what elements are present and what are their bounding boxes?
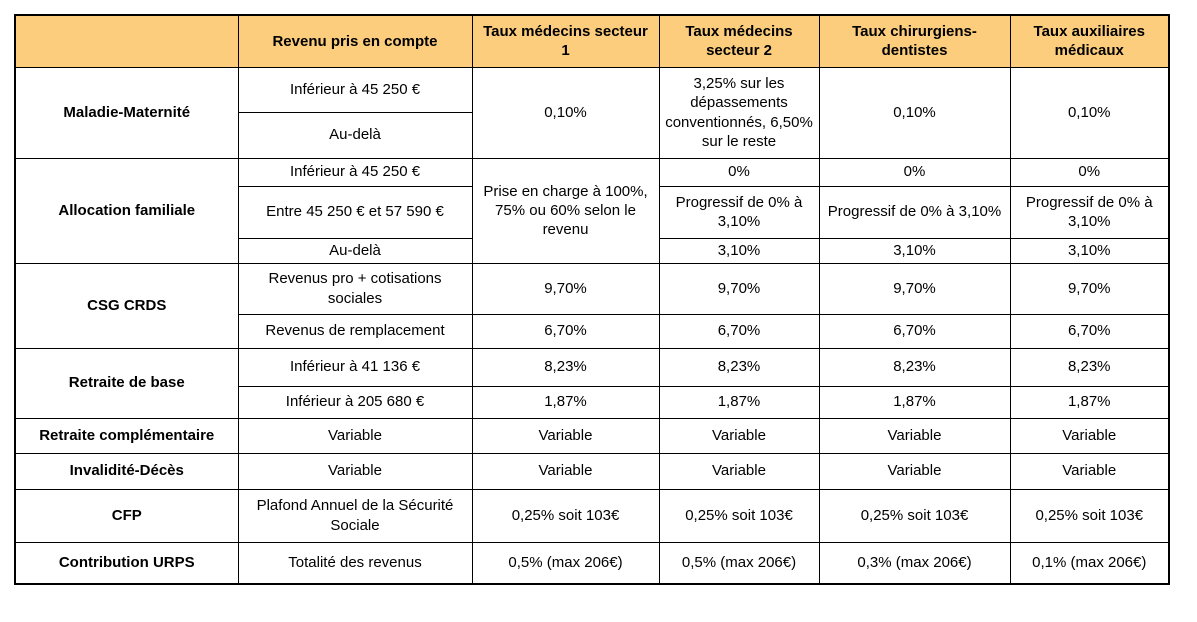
cell-allocation-secteur1: Prise en charge à 100%, 75% ou 60% selon le revenu	[472, 158, 659, 263]
cell-urps-secteur1: 0,5% (max 206€)	[472, 542, 659, 584]
cell-urps-secteur2: 0,5% (max 206€)	[659, 542, 819, 584]
col-header-medecins-secteur1: Taux médecins secteur 1	[472, 15, 659, 67]
cell-cfp-auxiliaires: 0,25% soit 103€	[1010, 489, 1169, 542]
cell-allocation-auxiliaires-1: 0%	[1010, 158, 1169, 186]
cotisations-sociales-table	[14, 14, 1170, 585]
cell-urps-auxiliaires: 0,1% (max 206€)	[1010, 542, 1169, 584]
cell-csg-secteur2-2: 6,70%	[659, 314, 819, 348]
cell-retraite-comp-secteur1: Variable	[472, 418, 659, 453]
row-label-allocation-familiale: Allocation familiale	[15, 158, 238, 263]
row-allocation-1	[15, 158, 1169, 186]
row-label-csg-crds: CSG CRDS	[15, 263, 238, 348]
cell-csg-secteur1-2: 6,70%	[472, 314, 659, 348]
cell-invalidite-auxiliaires: Variable	[1010, 453, 1169, 489]
cell-retraite-secteur2-2: 1,87%	[659, 386, 819, 418]
cell-csg-revenu-2: Revenus de remplacement	[238, 314, 472, 348]
cell-cfp-dentistes: 0,25% soit 103€	[819, 489, 1010, 542]
cell-retraite-comp-dentistes: Variable	[819, 418, 1010, 453]
cell-retraite-dentistes-1: 8,23%	[819, 348, 1010, 386]
header-row	[15, 15, 1169, 67]
cell-invalidite-secteur2: Variable	[659, 453, 819, 489]
cell-retraite-revenu-1: Inférieur à 41 136 €	[238, 348, 472, 386]
cell-maladie-secteur1: 0,10%	[472, 67, 659, 158]
row-label-retraite-de-base: Retraite de base	[15, 348, 238, 418]
cell-invalidite-secteur1: Variable	[472, 453, 659, 489]
col-header-auxiliaires-medicaux: Taux auxiliaires médicaux	[1010, 15, 1169, 67]
cell-retraite-auxiliaires-2: 1,87%	[1010, 386, 1169, 418]
cell-csg-revenu-1: Revenus pro + cotisations sociales	[238, 263, 472, 314]
cell-maladie-auxiliaires: 0,10%	[1010, 67, 1169, 158]
cell-retraite-auxiliaires-1: 8,23%	[1010, 348, 1169, 386]
cell-csg-auxiliaires-2: 6,70%	[1010, 314, 1169, 348]
corner-cell	[15, 15, 238, 67]
cell-retraite-comp-auxiliaires: Variable	[1010, 418, 1169, 453]
cell-retraite-revenu-2: Inférieur à 205 680 €	[238, 386, 472, 418]
col-header-revenu: Revenu pris en compte	[238, 15, 472, 67]
cell-csg-secteur1-1: 9,70%	[472, 263, 659, 314]
cell-retraite-secteur2-1: 8,23%	[659, 348, 819, 386]
cell-retraite-secteur1-1: 8,23%	[472, 348, 659, 386]
cell-allocation-revenu-3: Au-delà	[238, 238, 472, 263]
cell-allocation-revenu-2: Entre 45 250 € et 57 590 €	[238, 186, 472, 238]
col-header-medecins-secteur2: Taux médecins secteur 2	[659, 15, 819, 67]
cell-allocation-revenu-1: Inférieur à 45 250 €	[238, 158, 472, 186]
row-label-invalidite-deces: Invalidité-Décès	[15, 453, 238, 489]
cell-allocation-auxiliaires-2: Progressif de 0% à 3,10%	[1010, 186, 1169, 238]
row-csg-1	[15, 263, 1169, 314]
cell-retraite-dentistes-2: 1,87%	[819, 386, 1010, 418]
cell-retraite-comp-revenu: Variable	[238, 418, 472, 453]
row-label-cfp: CFP	[15, 489, 238, 542]
cell-urps-dentistes: 0,3% (max 206€)	[819, 542, 1010, 584]
cell-allocation-secteur2-2: Progressif de 0% à 3,10%	[659, 186, 819, 238]
cell-allocation-dentistes-1: 0%	[819, 158, 1010, 186]
row-contribution-urps	[15, 542, 1169, 584]
row-maladie-1	[15, 67, 1169, 112]
cell-retraite-comp-secteur2: Variable	[659, 418, 819, 453]
cell-allocation-dentistes-2: Progressif de 0% à 3,10%	[819, 186, 1010, 238]
row-cfp	[15, 489, 1169, 542]
cell-invalidite-dentistes: Variable	[819, 453, 1010, 489]
cell-cfp-secteur1: 0,25% soit 103€	[472, 489, 659, 542]
cell-maladie-secteur2: 3,25% sur les dépassements conventionnés, 6,50% sur le reste	[659, 67, 819, 158]
cell-csg-auxiliaires-1: 9,70%	[1010, 263, 1169, 314]
row-invalidite-deces	[15, 453, 1169, 489]
cell-cfp-secteur2: 0,25% soit 103€	[659, 489, 819, 542]
row-label-contribution-urps: Contribution URPS	[15, 542, 238, 584]
cell-cfp-revenu: Plafond Annuel de la Sécurité Sociale	[238, 489, 472, 542]
row-retraite-base-1	[15, 348, 1169, 386]
row-label-maladie-maternite: Maladie-Maternité	[15, 67, 238, 158]
cell-csg-secteur2-1: 9,70%	[659, 263, 819, 314]
row-label-retraite-complementaire: Retraite complémentaire	[15, 418, 238, 453]
cell-maladie-revenu-2: Au-delà	[238, 112, 472, 158]
col-header-chirurgiens-dentistes: Taux chirurgiens-dentistes	[819, 15, 1010, 67]
cell-allocation-dentistes-3: 3,10%	[819, 238, 1010, 263]
cell-retraite-secteur1-2: 1,87%	[472, 386, 659, 418]
cell-maladie-dentistes: 0,10%	[819, 67, 1010, 158]
cell-allocation-auxiliaires-3: 3,10%	[1010, 238, 1169, 263]
cell-maladie-revenu-1: Inférieur à 45 250 €	[238, 67, 472, 112]
cell-urps-revenu: Totalité des revenus	[238, 542, 472, 584]
row-retraite-complementaire	[15, 418, 1169, 453]
cell-csg-dentistes-2: 6,70%	[819, 314, 1010, 348]
cell-invalidite-revenu: Variable	[238, 453, 472, 489]
cell-allocation-secteur2-1: 0%	[659, 158, 819, 186]
cell-allocation-secteur2-3: 3,10%	[659, 238, 819, 263]
cell-csg-dentistes-1: 9,70%	[819, 263, 1010, 314]
